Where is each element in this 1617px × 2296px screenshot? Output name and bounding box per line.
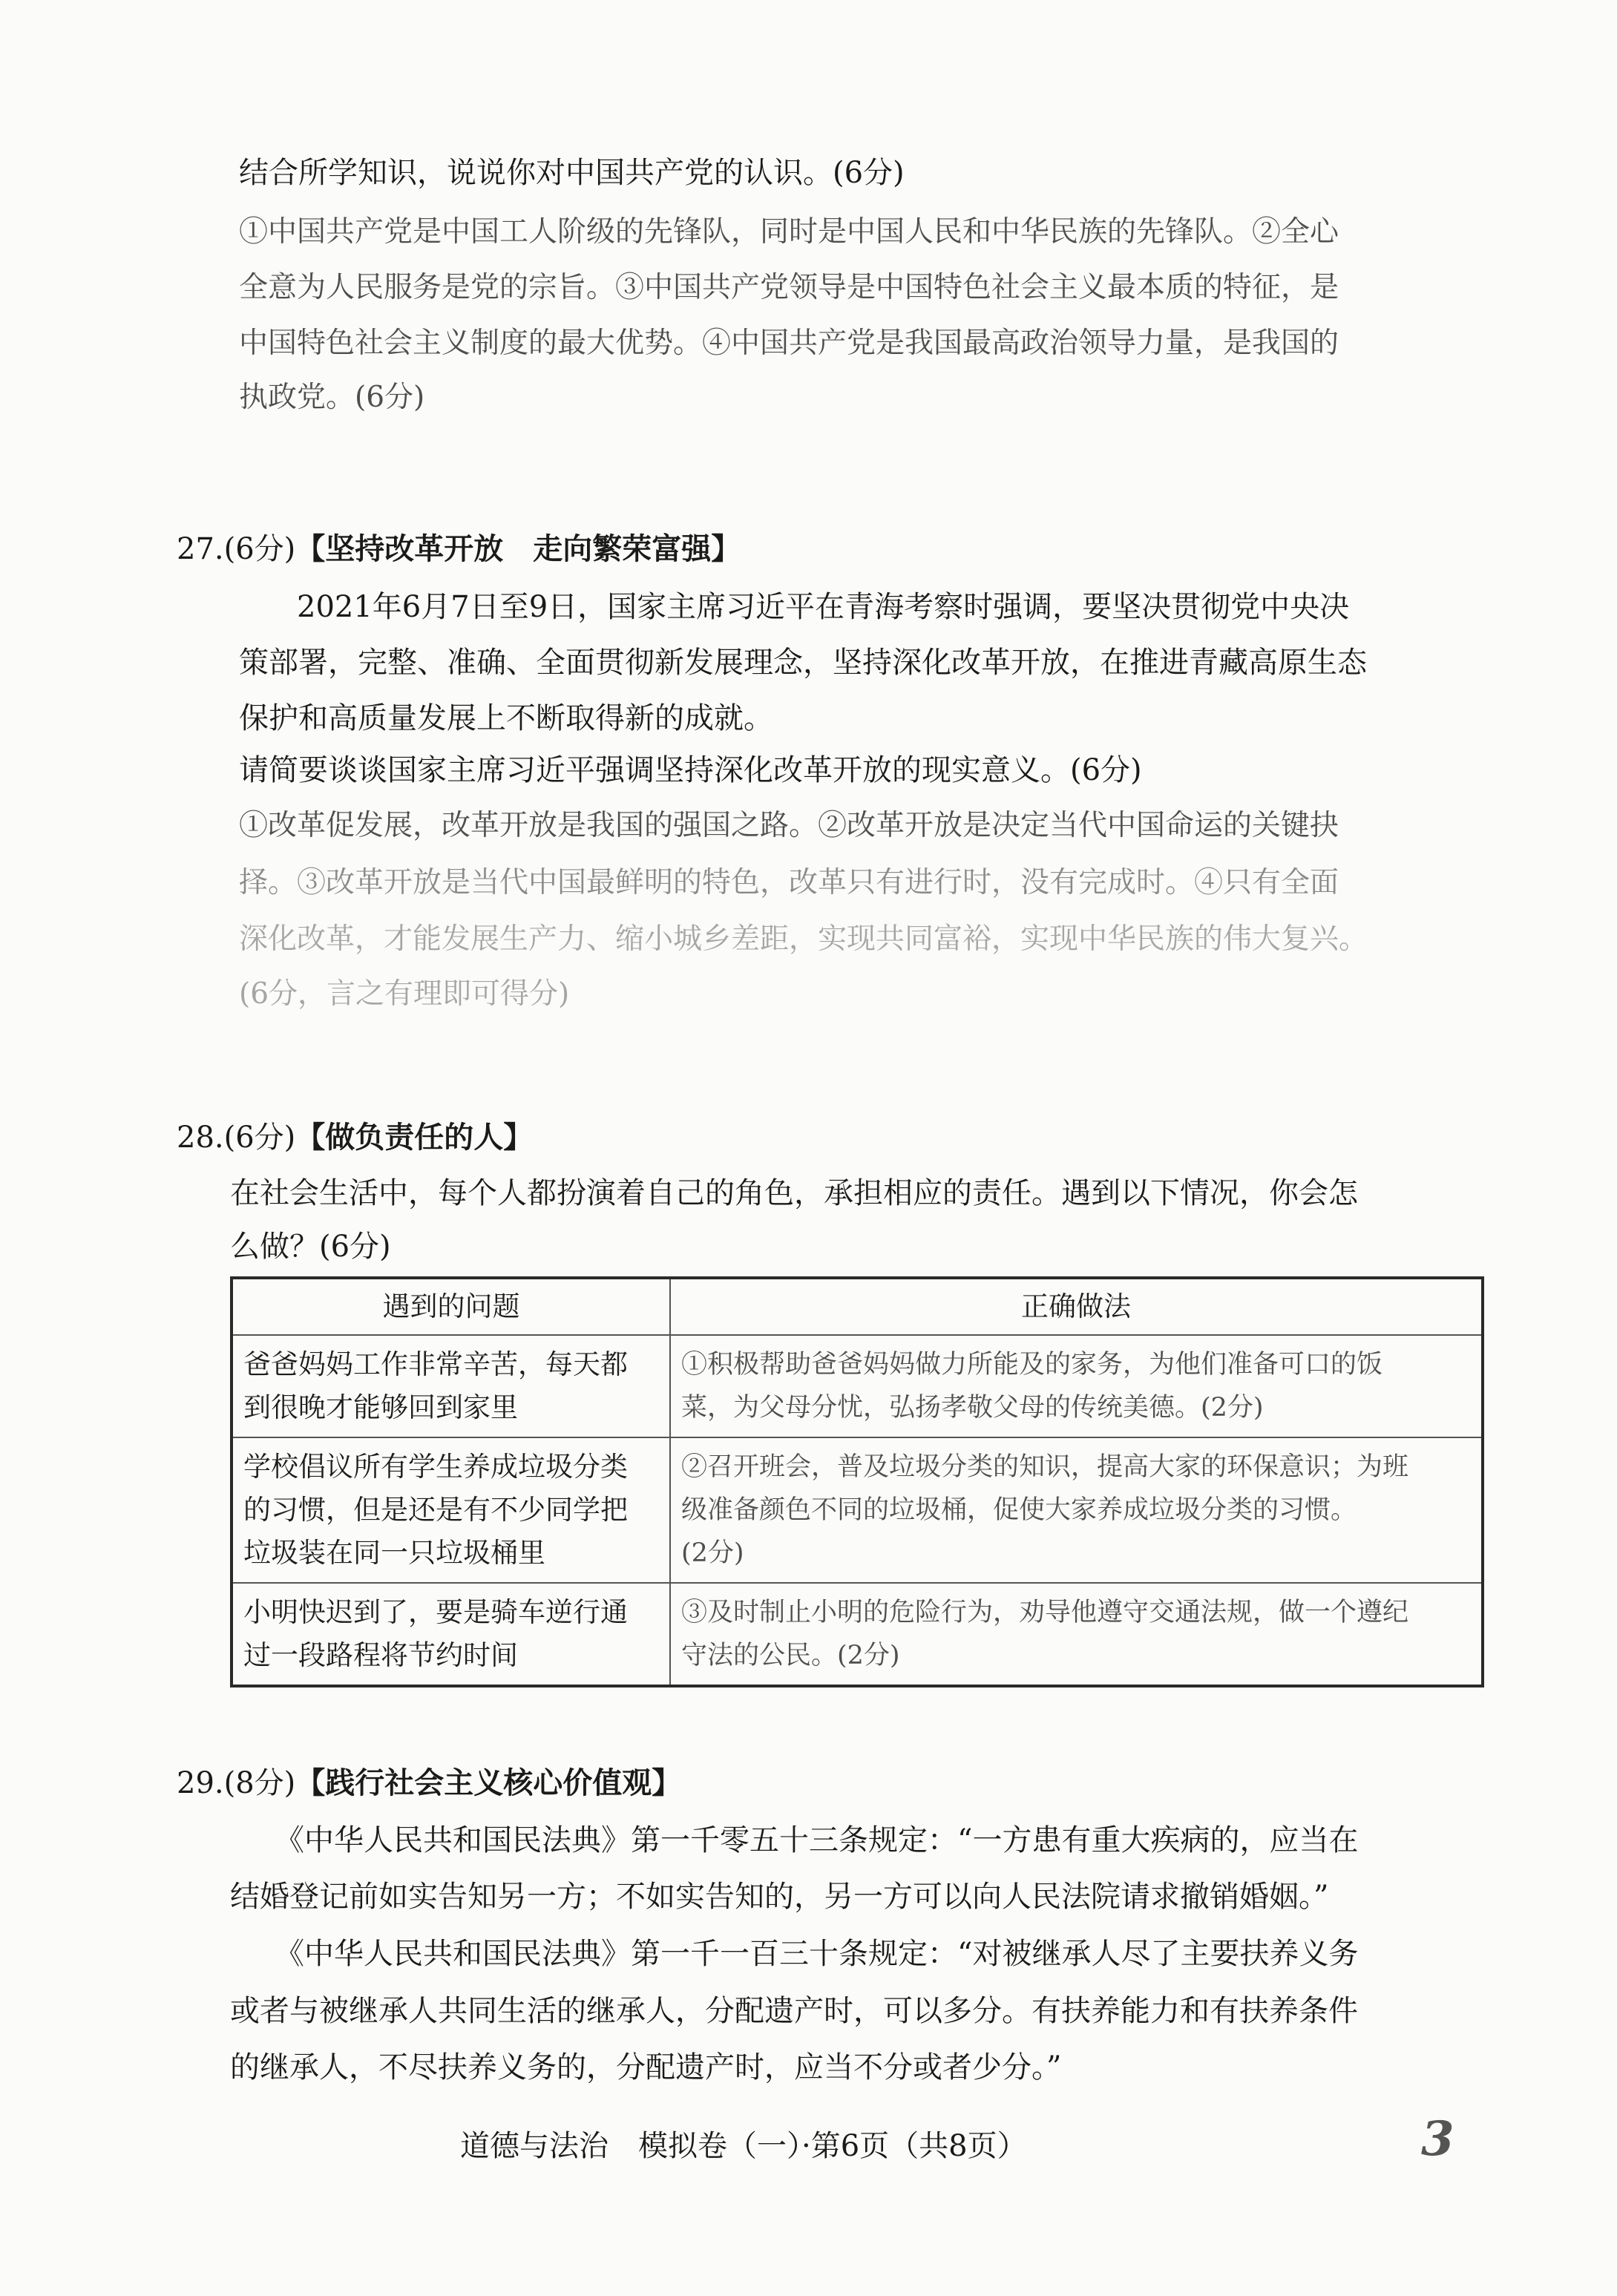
- q27-answer-line: 深化改革，才能发展生产力、缩小城乡差距，实现共同富裕，实现中华民族的伟大复兴。: [239, 922, 1368, 956]
- problem-line: 爸爸妈妈工作非常辛苦，每天都: [243, 1348, 628, 1380]
- q28-material-line: 么做？(6分): [230, 1230, 391, 1264]
- problem-line: 过一段路程将节约时间: [243, 1639, 518, 1671]
- q27-material-line: 保护和高质量发展上不断取得新的成就。: [239, 701, 773, 735]
- problem-cell: [232, 1335, 670, 1437]
- q27-title: 【坚持改革开放 走向繁荣富强】: [295, 531, 741, 566]
- problem-line: 到很晚才能够回到家里: [243, 1391, 518, 1423]
- q29-material-line: 或者与被继承人共同生活的继承人，分配遗产时，可以多分。有扶养能力和有扶养条件: [230, 1994, 1358, 2028]
- q26-prompt: 结合所学知识，说说你对中国共产党的认识。(6分): [239, 156, 905, 190]
- q29-heading: [177, 1762, 681, 1804]
- q28-number: 28.: [177, 1121, 224, 1155]
- problem-line: 的习惯，但是还是有不少同学把: [243, 1494, 628, 1526]
- q29-material-line: 《中华人民共和国民法典》第一千一百三十条规定：“对被继承人尽了主要扶养义务: [275, 1937, 1359, 1971]
- q26-answer-line: 全意为人民服务是党的宗旨。③中国共产党领导是中国特色社会主义最本质的特征，是: [239, 271, 1339, 304]
- q28-material-line: 在社会生活中，每个人都扮演着自己的角色，承担相应的责任。遇到以下情况，你会怎: [230, 1176, 1358, 1210]
- q27-points: (6分): [223, 532, 296, 566]
- table-header-solution: 正确做法: [670, 1278, 1483, 1335]
- answer-line: ①积极帮助爸爸妈妈做力所能及的家务，为他们准备可口的饭: [681, 1350, 1383, 1380]
- answer-line: ③及时制止小明的危险行为，劝导他遵守交通法规，做一个遵纪: [681, 1598, 1409, 1627]
- answer-cell: [670, 1335, 1483, 1437]
- q27-material-line: 策部署，完整、准确、全面贯彻新发展理念，坚持深化改革开放，在推进青藏高原生态: [239, 646, 1367, 680]
- q27-answer-line: (6分，言之有理即可得分): [239, 977, 570, 1011]
- q27-heading: [177, 528, 741, 570]
- q29-material-line: 结婚登记前如实告知另一方；不如实告知的，另一方可以向人民法院请求撤销婚姻。”: [230, 1880, 1329, 1914]
- q27-answer-line: 择。③改革开放是当代中国最鲜明的特色，改革只有进行时，没有完成时。④只有全面: [239, 866, 1339, 899]
- problem-line: 小明快迟到了，要是骑车逆行通: [243, 1596, 628, 1628]
- q28-title: 【做负责任的人】: [295, 1120, 534, 1155]
- answer-cell: [670, 1583, 1483, 1686]
- q29-material-line: 《中华人民共和国民法典》第一千零五十三条规定：“一方患有重大疾病的，应当在: [275, 1823, 1359, 1857]
- q28-points: (6分): [223, 1121, 296, 1155]
- q29-number: 29.: [177, 1766, 224, 1800]
- problem-line: 学校倡议所有学生养成垃圾分类: [243, 1451, 628, 1483]
- table-header-row: [232, 1278, 1483, 1335]
- answer-line: ②召开班会，普及垃圾分类的知识，提高大家的环保意识；为班: [681, 1452, 1409, 1482]
- q29-title: 【践行社会主义核心价值观】: [295, 1765, 682, 1800]
- q26-answer-line: ①中国共产党是中国工人阶级的先锋队，同时是中国人民和中华民族的先锋队。②全心: [239, 215, 1339, 249]
- q27-answer-line: ①改革促发展，改革开放是我国的强国之路。②改革开放是决定当代中国命运的关键抉: [239, 809, 1339, 842]
- q27-number: 27.: [177, 532, 224, 566]
- q27-material-line: 2021年6月7日至9日，国家主席习近平在青海考察时强调，要坚决贯彻党中央决: [297, 590, 1350, 624]
- problem-cell: [232, 1437, 670, 1583]
- q29-points: (8分): [223, 1766, 296, 1800]
- problem-line: 垃圾装在同一只垃圾桶里: [243, 1537, 545, 1569]
- answer-line: 守法的公民。(2分): [681, 1641, 900, 1670]
- q28-heading: [177, 1117, 533, 1158]
- table-row: [232, 1335, 1483, 1437]
- page-footer: 道德与法治 模拟卷（一）·第6页（共8页）: [460, 2129, 1027, 2163]
- answer-cell: [670, 1437, 1483, 1583]
- responsibility-table: [230, 1276, 1484, 1687]
- table-row: [232, 1583, 1483, 1686]
- problem-cell: [232, 1583, 670, 1686]
- q27-prompt: 请简要谈谈国家主席习近平强调坚持深化改革开放的现实意义。(6分): [239, 753, 1142, 787]
- sheet-number: 3: [1421, 2111, 1454, 2167]
- answer-line: (2分): [681, 1538, 744, 1568]
- table-row: [232, 1437, 1483, 1583]
- q26-answer-line: 执政党。(6分): [239, 381, 425, 414]
- q29-material-line: 的继承人，不尽扶养义务的，分配遗产时，应当不分或者少分。”: [230, 2050, 1062, 2085]
- answer-line: 菜，为父母分忧，弘扬孝敬父母的传统美德。(2分): [681, 1393, 1264, 1423]
- answer-line: 级准备颜色不同的垃圾桶，促使大家养成垃圾分类的习惯。: [681, 1495, 1357, 1525]
- q26-answer-line: 中国特色社会主义制度的最大优势。④中国共产党是我国最高政治领导力量，是我国的: [239, 327, 1339, 360]
- table-header-problem: 遇到的问题: [232, 1278, 670, 1335]
